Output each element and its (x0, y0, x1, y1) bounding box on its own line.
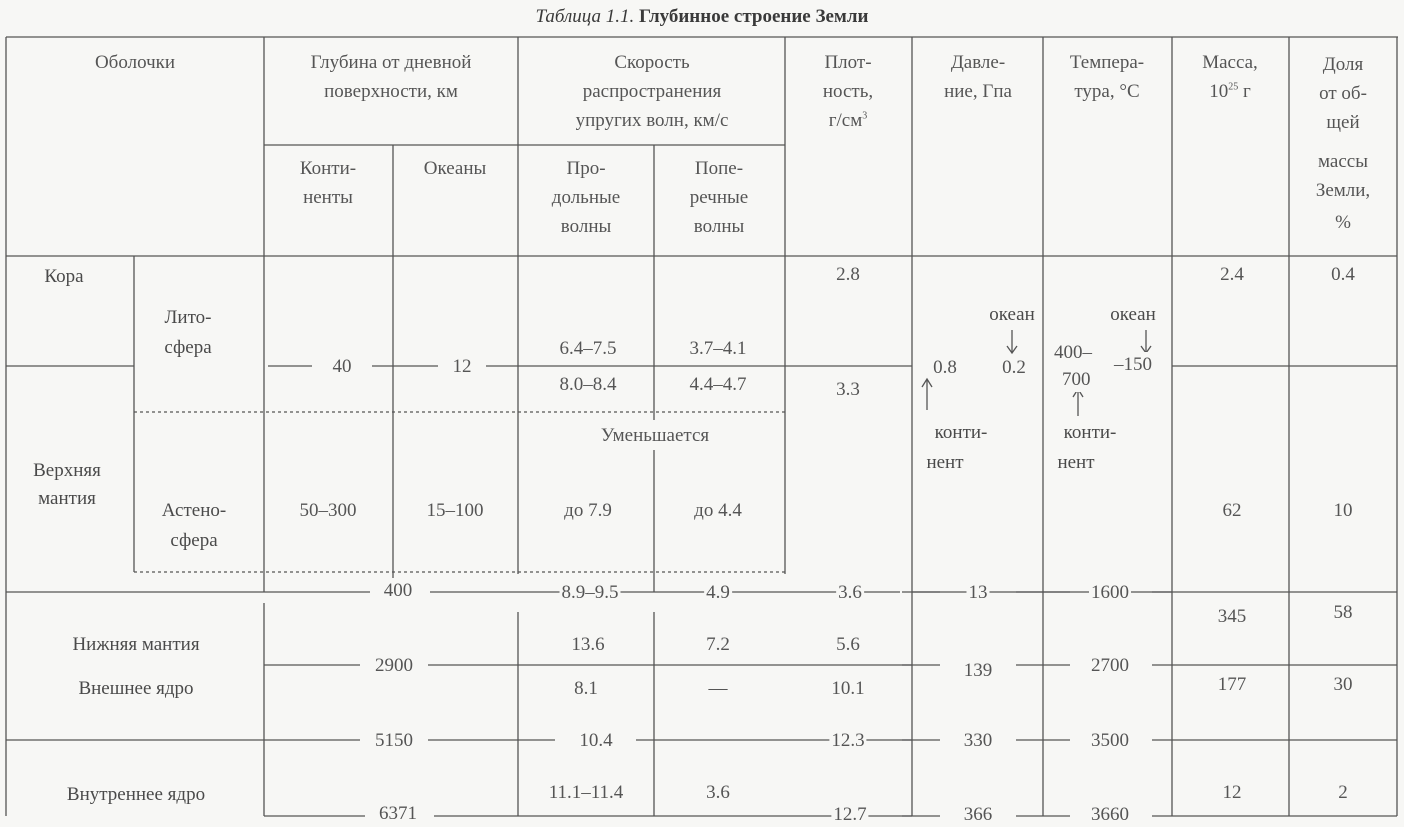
lower-mantle-density: 5.6 (836, 634, 860, 655)
header-share-4: массы (1318, 151, 1368, 172)
lower-mantle-mass: 345 (1217, 606, 1247, 627)
depth-2900: 2900 (375, 655, 413, 676)
header-pressure-1: Давле- (950, 52, 1006, 73)
b2900-pressure: 139 (963, 660, 993, 681)
header-depth-continents-1: Конти- (299, 158, 357, 179)
crust-density: 2.8 (836, 264, 860, 285)
astheno-p: до 7.9 (564, 500, 612, 521)
header-temperature-1: Темпера- (1069, 52, 1145, 73)
header-mass-base: 10 (1209, 81, 1229, 102)
b6371-density: 12.7 (833, 804, 867, 825)
lower-mantle-p: 13.6 (571, 634, 605, 655)
header-density-sup: 3 (862, 110, 868, 122)
header-pressure-2: ние, Гпа (944, 81, 1012, 102)
astheno-depth-ocean: 15–100 (426, 500, 484, 521)
caption-label: Таблица 1.1. (535, 6, 635, 27)
header-velocity-2: распространения (582, 81, 722, 102)
header-velocity-1: Скорость (614, 52, 690, 73)
header-velocity-s-2: речные (689, 187, 749, 208)
header-temperature-2: тура, °С (1074, 81, 1140, 102)
lower-mantle-s: 7.2 (706, 634, 730, 655)
outer-core-p: 8.1 (574, 678, 598, 699)
header-depth-continents-2: ненты (303, 187, 353, 208)
outer-core-share: 30 (1333, 674, 1353, 695)
temp-ocean: –150 (1114, 354, 1152, 375)
crust-share: 0.4 (1331, 264, 1355, 285)
pressure-ocean-label: океан (989, 304, 1035, 325)
caption-title: Глубинное строение Земли (639, 6, 869, 27)
header-density-2: ность, (822, 81, 874, 102)
lower-mantle-share: 58 (1333, 602, 1353, 623)
pressure-continent: 0.8 (933, 357, 957, 378)
b5150-density: 12.3 (831, 730, 865, 751)
inner-core-mass: 12 (1222, 782, 1242, 803)
header-mass-unit (1209, 79, 1251, 104)
outer-core-mass: 177 (1217, 674, 1247, 695)
b400-temp: 1600 (1091, 582, 1129, 603)
header-depth-oceans: Океаны (423, 158, 487, 179)
header-velocity-3: упругих волн, км/с (575, 110, 729, 131)
temp-ocean-label: океан (1110, 304, 1156, 325)
layer-asthenosphere-2: сфера (170, 530, 218, 551)
inner-core-s: 3.6 (706, 782, 730, 803)
layer-crust: Кора (44, 266, 84, 287)
b6371-pressure: 366 (963, 804, 993, 825)
depth-5150: 5150 (375, 730, 413, 751)
layer-outer-core: Внешнее ядро (78, 678, 194, 699)
header-velocity-p-1: Про- (566, 158, 606, 179)
header-density-3 (829, 108, 868, 133)
header-velocity-s-3: волны (693, 216, 745, 237)
pressure-continent-label-1: конти- (934, 422, 988, 443)
header-share-2: от об- (1319, 83, 1367, 104)
b400-pressure: 13 (968, 582, 988, 603)
astheno-depth-continent: 50–300 (299, 500, 357, 521)
layer-inner-core: Внутреннее ядро (66, 784, 206, 805)
header-velocity-p-2: дольные (551, 187, 621, 208)
crust-mass: 2.4 (1220, 264, 1244, 285)
pressure-ocean: 0.2 (1002, 357, 1026, 378)
litho-depth-continent: 40 (332, 356, 352, 377)
layer-asthenosphere-1: Астено- (161, 500, 227, 521)
header-share-1: Доля (1322, 54, 1364, 75)
b5150-p: 10.4 (579, 730, 613, 751)
temp-continent-label-1: конти- (1063, 422, 1117, 443)
upper-mantle-share: 10 (1333, 500, 1353, 521)
layer-lithosphere-2: сфера (164, 337, 212, 358)
b400-p: 8.9–9.5 (561, 582, 619, 603)
header-mass-tail: г (1238, 81, 1251, 102)
litho-density: 3.3 (836, 379, 860, 400)
litho-depth-ocean: 12 (452, 356, 472, 377)
header-depth-line1: Глубина от дневной (310, 52, 472, 73)
b2900-temp: 2700 (1091, 655, 1129, 676)
header-depth-line2: поверхности, км (324, 81, 458, 102)
header-density-1: Плот- (824, 52, 872, 73)
upper-mantle-mass: 62 (1222, 500, 1242, 521)
header-shells: Оболочки (94, 52, 176, 73)
temp-continent-2: 700 (1062, 369, 1091, 390)
header-share-6: % (1335, 212, 1351, 233)
astheno-velocity-note: Уменьшается (600, 425, 710, 446)
header-density-unit: г/см (828, 110, 863, 131)
header-velocity-s-1: Попе- (694, 158, 744, 179)
header-share-5: Земли, (1315, 180, 1371, 201)
litho-s-top: 3.7–4.1 (689, 338, 747, 359)
b400-s: 4.9 (706, 582, 730, 603)
b5150-temp: 3500 (1091, 730, 1129, 751)
pressure-continent-label-2: нент (926, 452, 964, 473)
litho-s-bottom: 4.4–4.7 (689, 374, 747, 395)
b5150-pressure: 330 (963, 730, 993, 751)
layer-upper-mantle-2: мантия (38, 488, 96, 509)
temp-continent-1: 400– (1054, 342, 1092, 363)
astheno-s: до 4.4 (694, 500, 742, 521)
b6371-temp: 3660 (1091, 804, 1129, 825)
header-mass-sup: 25 (1228, 81, 1239, 93)
inner-core-p: 11.1–11.4 (548, 782, 624, 803)
depth-6371: 6371 (379, 803, 417, 824)
header-share-3: щей (1326, 112, 1360, 133)
layer-upper-mantle-1: Верхняя (33, 460, 101, 481)
header-velocity-p-3: волны (560, 216, 612, 237)
layer-lithosphere-1: Лито- (164, 307, 212, 328)
litho-p-top: 6.4–7.5 (559, 338, 617, 359)
inner-core-share: 2 (1338, 782, 1348, 803)
outer-core-density: 10.1 (831, 678, 865, 699)
litho-p-bottom: 8.0–8.4 (559, 374, 617, 395)
b400-density: 3.6 (838, 582, 862, 603)
temp-continent-label-2: нент (1057, 452, 1095, 473)
depth-400: 400 (383, 580, 413, 601)
outer-core-s: — (708, 678, 728, 699)
header-mass-1: Масса, (1202, 52, 1258, 73)
layer-lower-mantle: Нижняя мантия (72, 634, 200, 655)
